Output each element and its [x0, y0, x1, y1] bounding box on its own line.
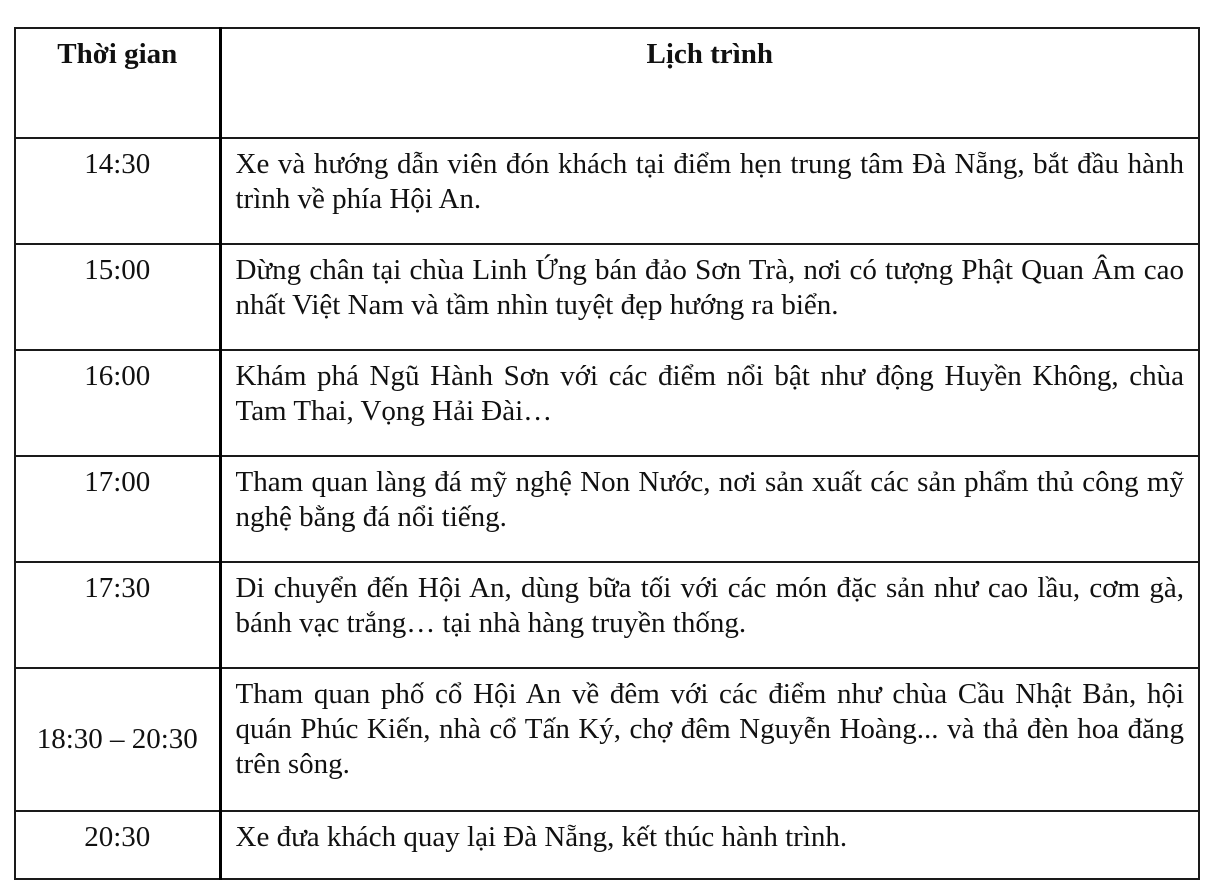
time-cell: 18:30 – 20:30: [15, 668, 220, 811]
activity-cell: Tham quan làng đá mỹ nghệ Non Nước, nơi sản xuất các sản phẩm thủ công mỹ nghệ bằng đá nổi tiếng.: [220, 456, 1199, 562]
time-cell: 14:30: [15, 138, 220, 244]
schedule-column-header: Lịch trình: [220, 28, 1199, 138]
table-row: [15, 811, 1199, 879]
time-cell: 15:00: [15, 244, 220, 350]
table-row: [15, 244, 1199, 350]
table-row: [15, 668, 1199, 811]
activity-cell: Xe và hướng dẫn viên đón khách tại điểm hẹn trung tâm Đà Nẵng, bắt đầu hành trình về phía Hội An.: [220, 138, 1199, 244]
activity-cell: Tham quan phố cổ Hội An về đêm với các điểm như chùa Cầu Nhật Bản, hội quán Phúc Kiến, nhà cổ Tấn Ký, chợ đêm Nguyễn Hoàng... và thả đèn hoa đăng trên sông.: [220, 668, 1199, 811]
schedule-document: [14, 27, 1198, 880]
header-row: [15, 28, 1199, 138]
time-cell: 17:00: [15, 456, 220, 562]
table-row: [15, 350, 1199, 456]
activity-cell: Dừng chân tại chùa Linh Ứng bán đảo Sơn Trà, nơi có tượng Phật Quan Âm cao nhất Việt Nam và tầm nhìn tuyệt đẹp hướng ra biển.: [220, 244, 1199, 350]
time-column-header: Thời gian: [15, 28, 220, 138]
table-row: [15, 138, 1199, 244]
time-cell: 20:30: [15, 811, 220, 879]
table-row: [15, 562, 1199, 668]
activity-cell: Xe đưa khách quay lại Đà Nẵng, kết thúc hành trình.: [220, 811, 1199, 879]
time-cell: 16:00: [15, 350, 220, 456]
schedule-table: [14, 27, 1200, 880]
table-row: [15, 456, 1199, 562]
activity-cell: Khám phá Ngũ Hành Sơn với các điểm nổi bật như động Huyền Không, chùa Tam Thai, Vọng Hải Đài…: [220, 350, 1199, 456]
activity-cell: Di chuyển đến Hội An, dùng bữa tối với các món đặc sản như cao lầu, cơm gà, bánh vạc trắng… tại nhà hàng truyền thống.: [220, 562, 1199, 668]
time-cell: 17:30: [15, 562, 220, 668]
